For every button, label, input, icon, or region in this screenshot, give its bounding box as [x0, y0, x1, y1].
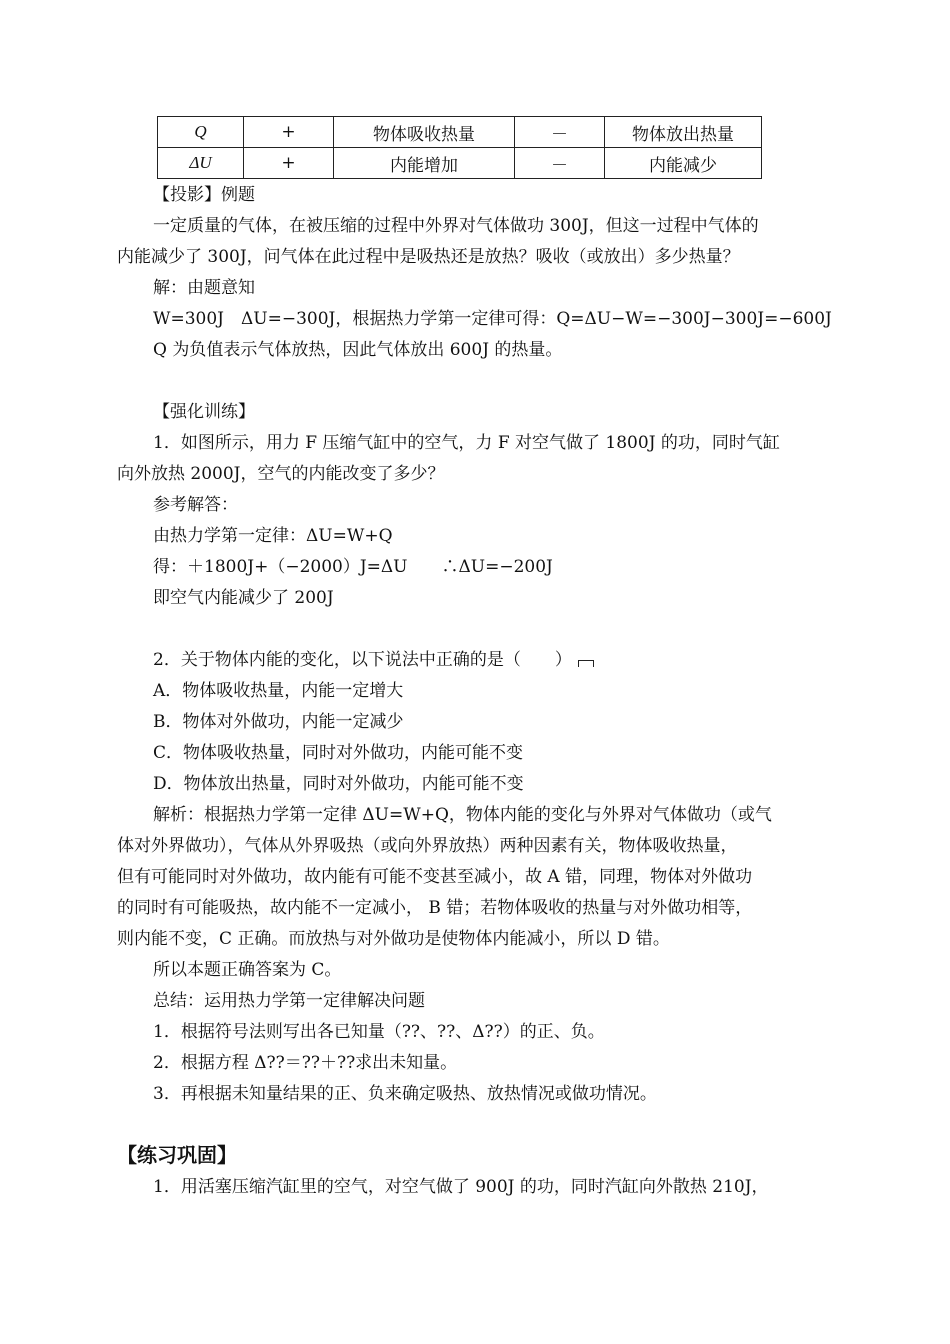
answer-statement: 所以本题正确答案为 C。	[153, 960, 342, 980]
table-cell: ΔU	[158, 148, 244, 179]
table-cell: －	[515, 117, 605, 148]
question-2-stem-text: 2．关于物体内能的变化，以下说法中正确的是（ ）	[153, 650, 572, 670]
answer-step: 即空气内能减少了 200J	[153, 588, 334, 608]
sign-convention-table	[157, 116, 762, 179]
solution-line: Q 为负值表示气体放热，因此气体放出 600J 的热量。	[153, 340, 563, 360]
training-header: 【强化训练】	[153, 402, 255, 422]
bracket-mark-icon	[578, 660, 594, 667]
table-cell: －	[515, 148, 605, 179]
question-1-line: 向外放热 2000J，空气的内能改变了多少？	[117, 464, 445, 484]
answer-step: 得：＋1800J+（−2000）J=ΔU ∴ΔU=−200J	[153, 557, 553, 577]
table-cell: +	[244, 148, 334, 179]
question-1-line: 1．如图所示，用力 F 压缩气缸中的空气，力 F 对空气做了 1800J 的功，同时气缸	[153, 433, 780, 453]
reference-answer-label: 参考解答：	[153, 495, 238, 515]
solution-intro: 解：由题意知	[153, 278, 255, 298]
table-cell: +	[244, 117, 334, 148]
table-cell: 物体放出热量	[605, 117, 762, 148]
practice-header: 【练习巩固】	[117, 1143, 237, 1167]
solution-line: W=300J ΔU=−300J，根据热力学第一定律可得：Q=ΔU−W=−300J−300J=−600J	[153, 309, 832, 329]
table-row	[158, 148, 762, 179]
analysis-line: 但有可能同时对外做功，故内能有可能不变甚至减小，故 A 错，同理，物体对外做功	[117, 867, 753, 887]
analysis-line: 体对外界做功），气体从外界吸热（或向外界放热）两种因素有关，物体吸收热量，	[117, 836, 738, 856]
table-cell: 物体吸收热量	[334, 117, 515, 148]
table-cell: 内能减少	[605, 148, 762, 179]
option-b: B．物体对外做功，内能一定减少	[153, 712, 404, 732]
analysis-line: 则内能不变，C 正确。而放热与对外做功是使物体内能减小，所以 D 错。	[117, 929, 670, 949]
table-cell: Q	[158, 117, 244, 148]
table-row	[158, 117, 762, 148]
option-a: A．物体吸收热量，内能一定增大	[153, 681, 404, 701]
summary-step: 3．再根据未知量结果的正、负来确定吸热、放热情况或做功情况。	[153, 1084, 657, 1104]
summary-title: 总结：运用热力学第一定律解决问题	[153, 991, 425, 1011]
table-cell: 内能增加	[334, 148, 515, 179]
summary-step: 1．根据符号法则写出各已知量（??、??、Δ??）的正、负。	[153, 1022, 605, 1042]
analysis-line: 解析：根据热力学第一定律 ΔU=W+Q，物体内能的变化与外界对气体做功（或气	[153, 805, 772, 825]
example-header: 【投影】例题	[153, 185, 255, 205]
summary-step: 2．根据方程 Δ??＝??＋??求出未知量。	[153, 1053, 458, 1073]
example-problem-line: 一定质量的气体，在被压缩的过程中外界对气体做功 300J，但这一过程中气体的	[153, 216, 759, 236]
question-2-stem	[153, 645, 594, 676]
answer-step: 由热力学第一定律：ΔU=W+Q	[153, 526, 393, 546]
option-d: D．物体放出热量，同时对外做功，内能可能不变	[153, 774, 524, 794]
practice-question-1-line: 1．用活塞压缩汽缸里的空气，对空气做了 900J 的功，同时汽缸向外散热 210J，	[153, 1177, 769, 1197]
analysis-line: 的同时有可能吸热，故内能不一定减小， B 错；若物体吸收的热量与对外做功相等，	[117, 898, 753, 918]
example-problem-line: 内能减少了 300J，问气体在此过程中是吸热还是放热？吸收（或放出）多少热量？	[117, 247, 740, 267]
option-c: C．物体吸收热量，同时对外做功，内能可能不变	[153, 743, 524, 763]
